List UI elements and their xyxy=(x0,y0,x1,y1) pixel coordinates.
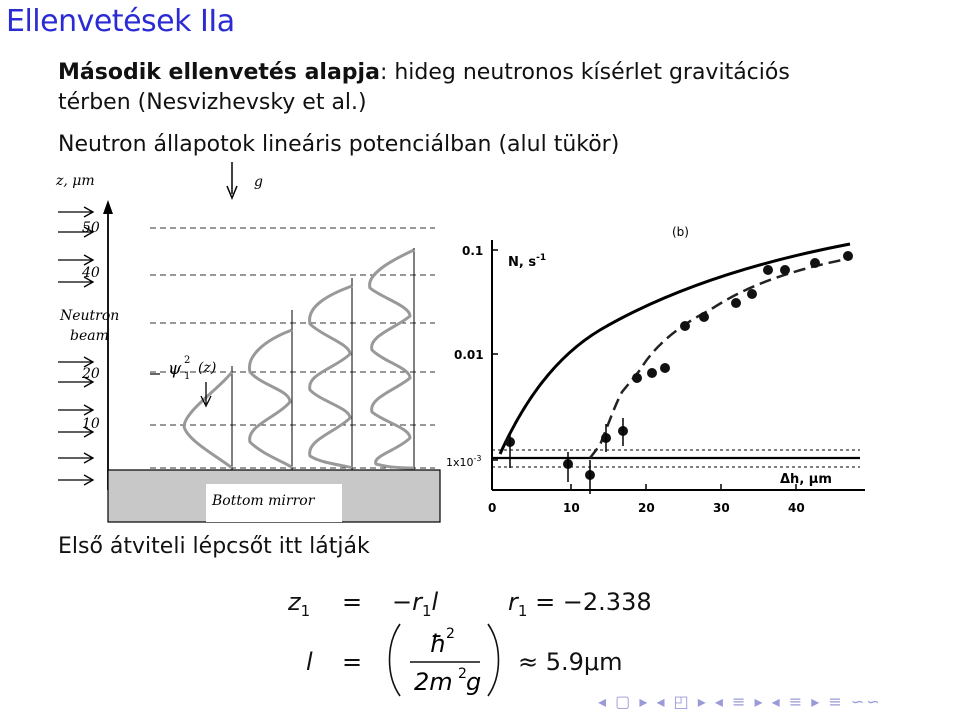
y-tick-1e-3: $1x10^{-3}$ xyxy=(446,454,482,469)
g-label: g xyxy=(254,174,263,190)
eq1-sign: = xyxy=(342,588,363,616)
approx-value: ≈ 5.9μm xyxy=(518,648,623,676)
tick-40: 40 xyxy=(82,265,100,281)
eq1-rhs: $-r_1l$ xyxy=(392,588,439,620)
psi-label: ψ xyxy=(168,359,182,379)
y-title: N, $s^{-1}$ xyxy=(508,253,547,270)
denom-sup: 2 xyxy=(458,666,467,682)
denom-g: g xyxy=(466,668,482,696)
transmission-chart xyxy=(440,220,870,520)
slide-title: Ellenvetések IIa xyxy=(6,4,235,39)
psi-arg: (z) xyxy=(198,360,217,376)
x-title: Δh, μm xyxy=(780,472,832,487)
x-tick-30: 30 xyxy=(713,501,730,515)
tick-10: 10 xyxy=(82,416,100,432)
intro-text-1: : hideg neutronos kísérlet gravitációs xyxy=(379,60,790,85)
beamer-nav[interactable]: ◂ ▢ ▸ ◂ ◰ ▸ ◂ ≡ ▸ ◂ ≡ ▸ ≡ ∽∽ xyxy=(598,692,882,711)
psi-sub: 1 xyxy=(184,371,191,382)
equation-1: $z_1$ xyxy=(288,588,311,620)
beam-label-2: beam xyxy=(70,328,109,344)
psi-sup: 2 xyxy=(184,355,191,366)
eq2-sign: = xyxy=(342,648,363,676)
z-axis-label: z, μm xyxy=(56,173,95,189)
mirror-label: Bottom mirror xyxy=(212,493,315,509)
r1-eq: $r_1 = -2.338$ xyxy=(508,588,652,620)
intro-line-1 xyxy=(58,58,790,88)
y-tick-0.1: 0.1 xyxy=(462,244,484,258)
l-label: l xyxy=(306,648,313,676)
x-tick-40: 40 xyxy=(788,501,805,515)
intro-bold-label: Második ellenvetés alapja xyxy=(58,60,380,85)
intro-line-2: térben (Nesvizhevsky et al.) xyxy=(58,90,367,115)
x-tick-10: 10 xyxy=(563,501,580,515)
hbar-sup: 2 xyxy=(446,626,455,642)
neutron-states-figure xyxy=(0,160,450,530)
intro-line-3: Neutron állapotok lineáris potenciálban (alul tükör) xyxy=(58,132,620,157)
panel-label: (b) xyxy=(672,225,689,239)
y-tick-0.01: 0.01 xyxy=(454,348,484,362)
x-tick-0: 0 xyxy=(488,501,497,515)
beam-label-1: Neutron xyxy=(60,308,120,324)
tick-50: 50 xyxy=(82,220,100,236)
l-formula xyxy=(380,618,520,702)
denominator: 2m xyxy=(414,668,453,696)
bottom-text: Első átviteli lépcsőt itt látják xyxy=(58,534,370,559)
x-tick-20: 20 xyxy=(638,501,655,515)
tick-20: 20 xyxy=(82,366,100,382)
hbar: ħ xyxy=(430,630,447,658)
